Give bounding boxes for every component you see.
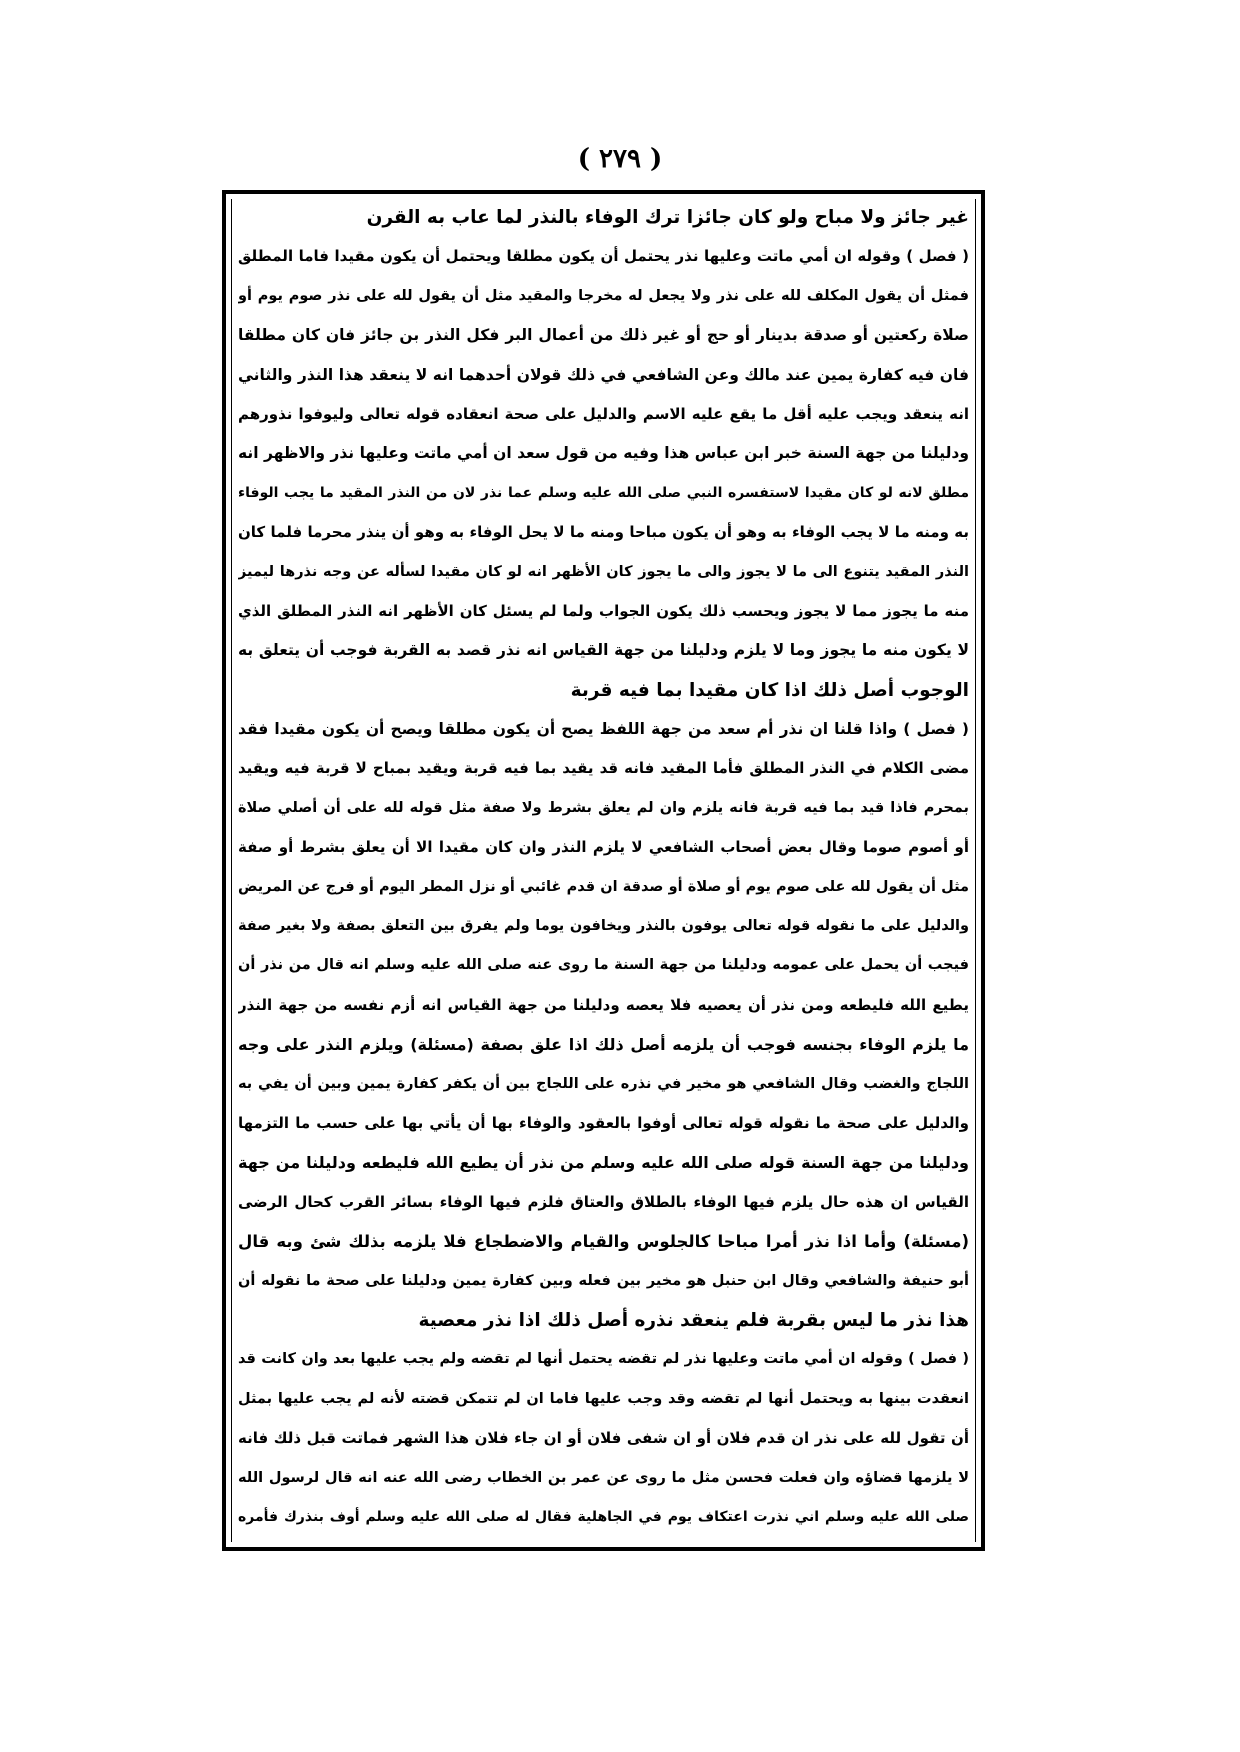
text-line: والدليل على ما نقوله قوله تعالى يوفون بالنذر ويخافون يوما ولم يفرق بين التعلق بصفة ولا بغير صفة <box>238 918 969 935</box>
text-line: اللجاج والغضب وقال الشافعي هو مخير في نذره على اللجاج بين أن يكفر كفارة يمين وبين أن يفي به <box>238 1075 969 1092</box>
text-line: به ومنه ما لا يجب الوفاء به وهو أن يكون مباحا ومنه ما لا يحل الوفاء به وهو أن ينذر محرما فلما كان <box>238 523 969 542</box>
text-line: القياس ان هذه حال يلزم فيها الوفاء بالطلاق والعتاق فلزم فيها الوفاء بسائر القرب كحال الرضى <box>238 1192 969 1211</box>
text-line: مثل أن يقول لله على صوم يوم أو صلاة أو صدقة ان قدم غائبي أو نزل المطر اليوم أو فرج عن المريض <box>238 878 969 895</box>
text-line: أبو حنيفة والشافعي وقال ابن حنبل هو مخير بين فعله وبين كفارة يمين ودليلنا على صحة ما نقوله أن <box>238 1272 969 1289</box>
text-line: ودليلنا من جهة السنة خبر ابن عباس هذا وفيه من قول سعد ان أمي ماتت وعليها نذر والاظهر انه <box>238 444 969 463</box>
text-line: فمثل أن يقول المكلف لله على نذر ولا يجعل له مخرجا والمقيد مثل أن يقول لله على نذر صوم يوم أو <box>238 287 969 304</box>
text-line: انعقدت بينها به ويحتمل أنها لم تقضه وقد وجب عليها فاما ان لم تتمكن قضته لأنه لم يجب عليها بمثل <box>238 1390 969 1407</box>
body-text <box>238 198 969 1537</box>
text-line: يطيع الله فليطعه ومن نذر أن يعصيه فلا يعصه ودليلنا من جهة القياس انه أزم نفسه من جهة النذر <box>238 995 969 1014</box>
text-frame <box>222 190 985 1551</box>
text-line: لا يلزمها قضاؤه وان فعلت فحسن مثل ما روى عن عمر بن الخطاب رضى الله عنه انه قال لرسول الله <box>238 1469 969 1486</box>
text-line: أن تقول لله على نذر ان قدم فلان أو ان شفى فلان أو ان جاء فلان هذا الشهر فماتت قبل ذلك فانه <box>238 1429 969 1448</box>
text-line: (مسئلة) وأما اذا نذر أمرا مباحا كالجلوس والقيام والاضطجاع فلا يلزمه بذلك شئ وبه قال <box>238 1232 969 1252</box>
text-line: صلى الله عليه وسلم اني نذرت اعتكاف يوم في الجاهلية فقال له صلى الله عليه وسلم أوف بنذرك فأمره <box>238 1508 969 1525</box>
text-line: انه ينعقد ويجب عليه أقل ما يقع عليه الاسم والدليل على صحة انعقاده قوله تعالى وليوفوا نذورهم <box>238 404 969 423</box>
text-line: ( فصل ) وقوله ان أمي ماتت وعليها نذر يحتمل أن يكون مطلقا ويحتمل أن يكون مقيدا فاما المطلق <box>238 247 969 266</box>
text-line: ما يلزم الوفاء بجنسه فوجب أن يلزمه أصل ذلك اذا علق بصفة (مسئلة) ويلزم النذر على وجه <box>238 1035 969 1055</box>
text-line: النذر المقيد يتنوع الى ما لا يجوز والى ما يجوز كان الأظهر انه لو كان مقيدا لسأله عن وجه نذرها ليميز <box>238 563 969 580</box>
text-line: ( فصل ) وقوله ان أمي ماتت وعليها نذر لم تقضه يحتمل أنها لم تقضه ولم يجب عليها بعد وان كانت قد <box>238 1351 969 1368</box>
text-line: مضى الكلام في النذر المطلق فأما المقيد فانه قد يقيد بما فيه قربة ويقيد بمباح لا قربة فيه ويقيد <box>238 759 969 778</box>
text-line: صلاة ركعتين أو صدقة بدينار أو حج أو غير ذلك من أعمال البر فكل النذر بن جائز فان كان مطلقا <box>238 326 969 345</box>
text-line: ودليلنا من جهة السنة قوله صلى الله عليه وسلم من نذر أن يطيع الله فليطعه ودليلنا من جهة <box>238 1153 969 1173</box>
text-line: لا يكون منه ما يجوز وما لا يلزم ودليلنا من جهة القياس انه نذر قصد به القربة فوجب أن يتعلق به <box>238 641 969 660</box>
page-number: ( ۲۷۹ ) <box>577 144 663 174</box>
text-line: منه ما يجوز مما لا يجوز ويحسب ذلك يكون الجواب ولما لم يسئل كان الأظهر انه النذر المطلق الذي <box>238 601 969 620</box>
text-line: والدليل على صحة ما نقوله قوله تعالى أوفوا بالعقود والوفاء بها أن يأتي بها على حسب ما التزمها <box>238 1113 969 1132</box>
text-line: هذا نذر ما ليس بقربة فلم ينعقد نذره أصل ذلك اذا نذر معصية <box>418 1309 969 1331</box>
text-line: ( فصل ) واذا قلنا ان نذر أم سعد من جهة اللفظ يصح أن يكون مطلقا ويصح أن يكون مقيدا فقد <box>238 720 969 739</box>
text-line: فان فيه كفارة يمين عند مالك وعن الشافعي في ذلك قولان أحدهما انه لا ينعقد هذا النذر والثاني <box>238 365 969 384</box>
text-line: بمحرم فاذا قيد بما فيه قربة فانه يلزم وان لم يعلق بشرط ولا صفة مثل قوله لله على أن أصلي صلاة <box>238 799 969 816</box>
text-line: غير جائز ولا مباح ولو كان جائزا ترك الوفاء بالنذر لما عاب به القرن <box>366 207 969 228</box>
text-line: مطلق لانه لو كان مقيدا لاستفسره النبي صلى الله عليه وسلم عما نذر لان من النذر المقيد ما يجب الوفاء <box>238 484 969 501</box>
text-line: فيجب أن يحمل على عمومه ودليلنا من جهة السنة ما روى عنه صلى الله عليه وسلم انه قال من نذر أن <box>238 957 969 974</box>
text-line: أو أصوم صوما وقال بعض أصحاب الشافعي لا يلزم النذر وان كان مقيدا الا أن يعلق بشرط أو صفة <box>238 838 969 857</box>
text-line: الوجوب أصل ذلك اذا كان مقيدا بما فيه قربة <box>570 679 969 701</box>
